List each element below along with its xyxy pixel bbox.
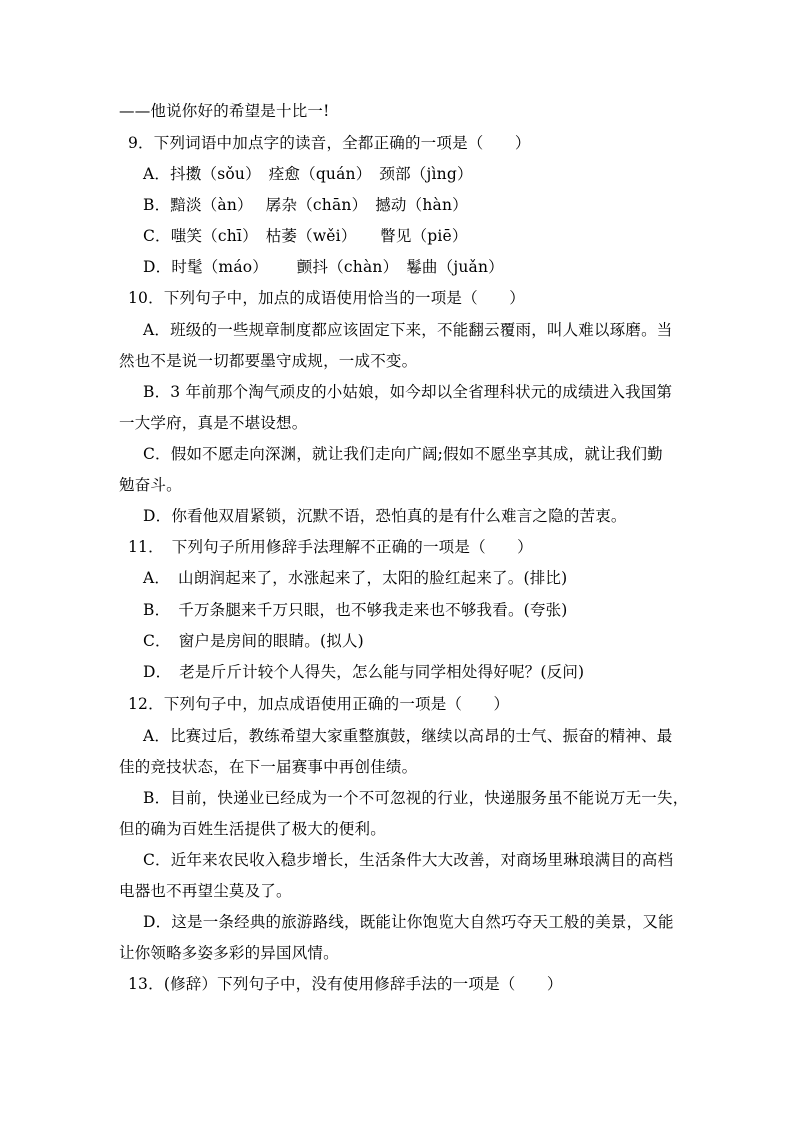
question-13-stem: 13．(修辞）下列句子中，没有使用修辞手法的一项是（ ） <box>128 975 563 993</box>
question-11-stem: 11． 下列句子所用修辞手法理解不正确的一项是（ ） <box>128 538 533 556</box>
question-10-option-c-line2: 勉奋斗。 <box>119 476 182 494</box>
question-11-option-d: D． 老是斤斤计较个人得失，怎么能与同学相处得好呢？(反问) <box>143 663 585 681</box>
question-10-option-b-line2: 一大学府，真是不堪设想。 <box>119 414 308 432</box>
question-12-option-b-line2: 但的确为百姓生活提供了极大的便利。 <box>119 820 386 838</box>
question-9-option-d: D．时髦（máo） 颤抖（chàn） 鬈曲（juǎn） <box>143 258 504 276</box>
question-11-option-b: B． 千万条腿来千万只眼，也不够我走来也不够我看。(夸张) <box>143 601 568 619</box>
question-9-option-b: B．黯淡（àn） 孱杂（chān） 撼动（hàn） <box>143 196 468 214</box>
question-9-option-c: C．嗤笑（chī） 枯萎（wěi） 瞥见（piē） <box>143 227 468 245</box>
question-10-option-c-line1: C．假如不愿走向深渊，就让我们走向广阔;假如不愿坐享其成，就让我们勤 <box>143 445 663 463</box>
question-12-option-c-line2: 电器也不再望尘莫及了。 <box>119 882 292 900</box>
question-12-option-a-line1: A．比赛过后，教练希望大家重整旗鼓，继续以高昂的士气、振奋的精神、最 <box>143 727 673 745</box>
question-12-option-d-line1: D．这是一条经典的旅游路线，既能让你饱览大自然巧夺天工般的美景，又能 <box>143 913 674 931</box>
question-12-option-b-line1: B．目前，快递业已经成为一个不可忽视的行业，快递服务虽不能说万无一失， <box>143 789 689 807</box>
question-9-stem: 9．下列词语中加点字的读音，全都正确的一项是（ ） <box>128 134 531 152</box>
question-11-option-a: A． 山朗润起来了，水涨起来了，太阳的脸红起来了。(排比) <box>143 569 568 587</box>
question-12-option-c-line1: C．近年来农民收入稳步增长，生活条件大大改善，对商场里琳琅满目的高档 <box>143 851 674 869</box>
intro-line: ——他说你好的希望是十比一! <box>119 102 330 120</box>
question-12-option-d-line2: 让你领略多姿多彩的异国风情。 <box>119 944 339 962</box>
question-12-option-a-line2: 佳的竞技状态，在下一届赛事中再创佳绩。 <box>119 758 418 776</box>
question-10-option-d: D．你看他双眉紧锁，沉默不语，恐怕真的是有什么难言之隐的苦衷。 <box>143 507 627 525</box>
question-9-option-a: A．抖擞（sǒu） 痊愈（quán） 颈部（jìng） <box>143 165 473 183</box>
question-11-option-c: C． 窗户是房间的眼睛。(拟人) <box>143 632 364 650</box>
question-10-option-b-line1: B．3 年前那个淘气顽皮的小姑娘，如今却以全省理科状元的成绩进入我国第 <box>143 383 673 401</box>
question-12-stem: 12．下列句子中，加点成语使用正确的一项是（ ） <box>128 695 510 713</box>
question-10-option-a-line1: A．班级的一些规章制度都应该固定下来，不能翻云覆雨，叫人难以琢磨。当 <box>143 321 673 339</box>
question-10-option-a-line2: 然也不是说一切都要墨守成规，一成不变。 <box>119 352 418 370</box>
question-10-stem: 10．下列句子中，加点的成语使用恰当的一项是（ ） <box>128 289 525 307</box>
